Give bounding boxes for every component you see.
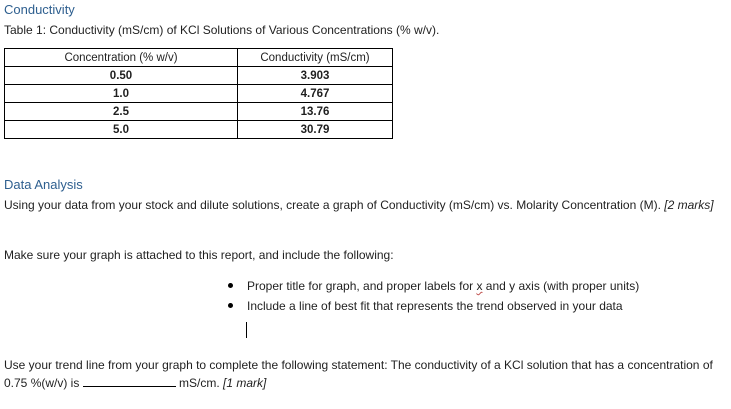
bullet-1-text-start: Proper title for graph, and proper labels for bbox=[247, 279, 477, 293]
completion-statement bbox=[4, 356, 728, 392]
cell-concentration: 0.50 bbox=[5, 67, 238, 85]
requirements-list bbox=[228, 276, 639, 316]
bullet-1-text-end: and y axis (with proper units) bbox=[482, 279, 640, 293]
table-caption: Table 1: Conductivity (mS/cm) of KCl Solutions of Various Concentrations (% w/v). bbox=[4, 23, 440, 37]
list-item bbox=[228, 296, 639, 316]
conductivity-table bbox=[4, 48, 393, 139]
table-row bbox=[5, 85, 393, 103]
spellcheck-flagged-word: x bbox=[476, 279, 483, 293]
cell-concentration: 1.0 bbox=[5, 85, 238, 103]
bullet-icon bbox=[228, 303, 233, 308]
list-item bbox=[228, 276, 639, 296]
table-row bbox=[5, 121, 393, 139]
instruction-text: Using your data from your stock and dilute solutions, create a graph of Conductivity (mS/cm) vs. Molarity Concentration (M). bbox=[4, 198, 661, 212]
instruction-marks: [2 marks] bbox=[664, 198, 714, 212]
cell-conductivity: 30.79 bbox=[238, 121, 393, 139]
table-header-row bbox=[5, 49, 393, 67]
statement-unit: mS/cm. bbox=[175, 376, 220, 390]
cell-conductivity: 4.767 bbox=[238, 85, 393, 103]
table-row bbox=[5, 67, 393, 85]
text-cursor[interactable] bbox=[246, 322, 247, 338]
cell-concentration: 5.0 bbox=[5, 121, 238, 139]
bullet-2-text: Include a line of best fit that represents the trend observed in your data bbox=[247, 299, 623, 313]
cell-conductivity: 3.903 bbox=[238, 67, 393, 85]
cell-concentration: 2.5 bbox=[5, 103, 238, 121]
answer-blank[interactable] bbox=[83, 374, 176, 387]
cell-conductivity: 13.76 bbox=[238, 103, 393, 121]
attach-note: Make sure your graph is attached to this report, and include the following: bbox=[4, 248, 394, 262]
header-conductivity: Conductivity (mS/cm) bbox=[238, 49, 393, 67]
section-heading-data-analysis: Data Analysis bbox=[4, 177, 83, 192]
header-concentration: Concentration (% w/v) bbox=[5, 49, 238, 67]
statement-marks: [1 mark] bbox=[223, 376, 267, 390]
bullet-icon bbox=[228, 283, 233, 288]
table-row bbox=[5, 103, 393, 121]
statement-text: Use your trend line from your graph to complete the following statement: The conductivity of a KCl solution that has a concentration of 0.75 %(w/v) is bbox=[4, 358, 713, 390]
section-heading-conductivity: Conductivity bbox=[4, 2, 75, 17]
analysis-instruction bbox=[4, 196, 728, 214]
